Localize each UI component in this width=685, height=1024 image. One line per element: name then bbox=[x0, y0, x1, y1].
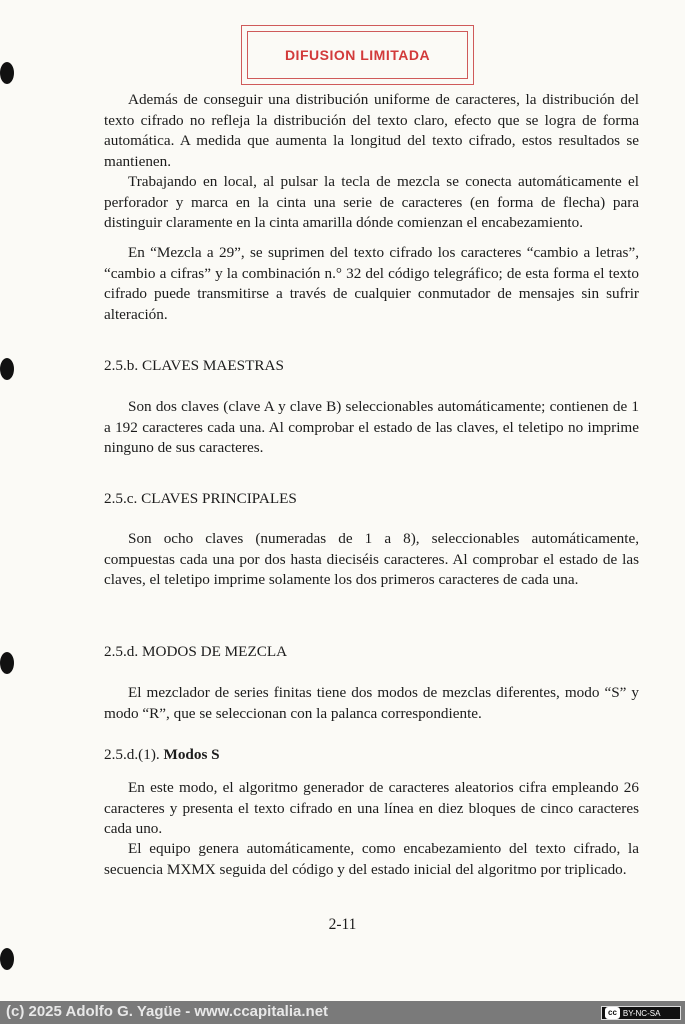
binder-hole bbox=[0, 358, 14, 380]
binder-hole bbox=[0, 62, 14, 84]
paragraph-modos-s: En este modo, el algoritmo generador de caracteres aleatorios cifra empleando 26 caracteres y presenta el texto cifrado en una línea en diez bloques de cinco caracteres cada uno. bbox=[104, 779, 639, 837]
paragraph-local-mix: Trabajando en local, al pulsar la tecla de mezcla se conecta automáticamente el perforador y marca en la cinta una serie de caracteres (en forma de flecha) para distinguir claramente en la cinta amarilla dónde comienzan el encabezamiento. bbox=[104, 173, 639, 231]
heading-modos-s bbox=[104, 745, 220, 765]
binder-hole bbox=[0, 652, 14, 674]
paragraph-claves-maestras: Son dos claves (clave A y clave B) seleccionables automáticamente; contienen de 1 a 192 caracteres cada una. Al comprobar el estado de las claves, el teletipo no imprime ninguno de sus caracteres. bbox=[104, 398, 639, 456]
cc-license-badge[interactable] bbox=[601, 1006, 681, 1020]
copyright-footer bbox=[0, 1001, 685, 1024]
heading-claves-maestras: 2.5.b. CLAVES MAESTRAS bbox=[104, 357, 284, 374]
heading-modos-s-number: 2.5.d.(1). bbox=[104, 746, 160, 763]
paragraph-encabezamiento: El equipo genera automáticamente, como encabezamiento del texto cifrado, la secuencia MXMX seguida del código y del estado inicial del algoritmo por triplicado. bbox=[104, 840, 639, 878]
heading-claves-principales: 2.5.c. CLAVES PRINCIPALES bbox=[104, 490, 297, 507]
heading-modos-mezcla: 2.5.d. MODOS DE MEZCLA bbox=[104, 643, 288, 660]
cc-logo-icon: cc bbox=[605, 1007, 620, 1019]
page-number: 2-11 bbox=[328, 916, 357, 933]
binder-hole bbox=[0, 948, 14, 970]
paragraph-mezcla-29: En “Mezcla a 29”, se suprimen del texto cifrado los caracteres “cambio a letras”, “cambio a cifras” y la combinación n.° 32 del código telegráfico; de esta forma el texto cifrado puede transmitirse a través de cualquier conmutador de mensajes sin sufrir alteración. bbox=[104, 244, 639, 323]
paragraph-claves-principales: Son ocho claves (numeradas de 1 a 8), seleccionables automáticamente, compuestas cada una por dos hasta dieciséis caracteres. Al comprobar el estado de las claves, el teletipo imprime solamente los dos primeros caracteres de cada una. bbox=[104, 530, 639, 588]
stamp-inner-border bbox=[247, 31, 468, 79]
heading-modos-s-title: Modos S bbox=[163, 746, 220, 763]
paragraph-distribution: Además de conseguir una distribución uniforme de caracteres, la distribución del texto cifrado no refleja la distribución del texto claro, efecto que se logra de forma automática. A medida que aumenta la longitud del texto cifrado, estos resultados se mantienen. bbox=[104, 91, 639, 170]
stamp-text: DIFUSION LIMITADA bbox=[284, 47, 431, 63]
license-terms: BY-NC-SA bbox=[622, 1008, 661, 1018]
paragraph-modos-mezcla: El mezclador de series finitas tiene dos modos de mezclas diferentes, modo “S” y modo “R”, que se seleccionan con la palanca correspondiente. bbox=[104, 684, 639, 722]
copyright-text[interactable]: (c) 2025 Adolfo G. Yagüe - www.ccapitalia.net bbox=[6, 1003, 329, 1020]
distribution-stamp bbox=[241, 25, 474, 85]
